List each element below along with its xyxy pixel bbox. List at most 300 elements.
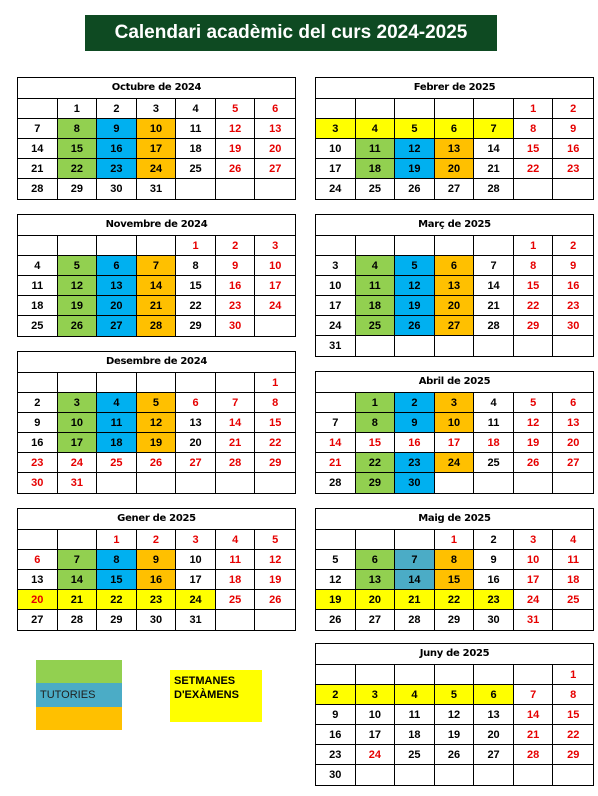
day-cell: 16 xyxy=(216,276,256,296)
empty-cell xyxy=(255,179,295,199)
day-cell: 27 xyxy=(18,610,58,630)
day-cell: 10 xyxy=(316,276,356,296)
day-cell: 1 xyxy=(514,99,554,119)
empty-cell xyxy=(474,236,514,256)
day-cell: 18 xyxy=(395,725,435,745)
day-cell: 21 xyxy=(316,453,356,473)
day-cell: 22 xyxy=(356,453,396,473)
day-cell: 8 xyxy=(356,413,396,433)
day-cell: 31 xyxy=(514,610,554,630)
empty-cell xyxy=(176,179,216,199)
day-cell: 15 xyxy=(176,276,216,296)
day-cell: 25 xyxy=(356,316,396,336)
empty-cell xyxy=(255,316,295,336)
day-cell: 4 xyxy=(395,685,435,705)
day-cell: 31 xyxy=(137,179,177,199)
day-cell: 19 xyxy=(395,159,435,179)
month-grid xyxy=(18,373,295,493)
day-cell: 2 xyxy=(18,393,58,413)
day-cell: 13 xyxy=(255,119,295,139)
day-cell: 9 xyxy=(474,550,514,570)
day-cell: 2 xyxy=(137,530,177,550)
day-cell: 22 xyxy=(97,590,137,610)
day-cell: 14 xyxy=(474,276,514,296)
day-cell: 14 xyxy=(137,276,177,296)
month-maig xyxy=(315,508,594,631)
day-cell: 11 xyxy=(97,413,137,433)
day-cell: 13 xyxy=(176,413,216,433)
day-cell: 12 xyxy=(514,413,554,433)
day-cell: 19 xyxy=(255,570,295,590)
day-cell: 6 xyxy=(97,256,137,276)
empty-cell xyxy=(435,665,475,685)
day-cell: 11 xyxy=(356,276,396,296)
day-cell: 28 xyxy=(216,453,256,473)
day-cell: 12 xyxy=(316,570,356,590)
day-cell: 7 xyxy=(216,393,256,413)
day-cell: 5 xyxy=(58,256,98,276)
empty-cell xyxy=(474,99,514,119)
empty-cell xyxy=(137,473,177,493)
day-cell: 13 xyxy=(97,276,137,296)
day-cell: 4 xyxy=(553,530,593,550)
day-cell: 27 xyxy=(255,159,295,179)
day-cell: 21 xyxy=(474,296,514,316)
empty-cell xyxy=(395,665,435,685)
day-cell: 24 xyxy=(58,453,98,473)
day-cell: 1 xyxy=(356,393,396,413)
empty-cell xyxy=(58,530,98,550)
day-cell: 14 xyxy=(18,139,58,159)
day-cell: 15 xyxy=(97,570,137,590)
day-cell: 3 xyxy=(58,393,98,413)
day-cell: 10 xyxy=(58,413,98,433)
day-cell: 24 xyxy=(255,296,295,316)
day-cell: 2 xyxy=(553,236,593,256)
empty-cell xyxy=(395,99,435,119)
empty-cell xyxy=(176,473,216,493)
day-cell: 15 xyxy=(514,276,554,296)
day-cell: 23 xyxy=(97,159,137,179)
day-cell: 10 xyxy=(435,413,475,433)
day-cell: 26 xyxy=(216,159,256,179)
day-cell: 22 xyxy=(514,296,554,316)
month-desembre xyxy=(17,351,296,494)
day-cell: 27 xyxy=(435,316,475,336)
day-cell: 6 xyxy=(553,393,593,413)
day-cell: 16 xyxy=(553,276,593,296)
day-cell: 15 xyxy=(58,139,98,159)
day-cell: 11 xyxy=(176,119,216,139)
day-cell: 8 xyxy=(553,685,593,705)
day-cell: 20 xyxy=(97,296,137,316)
day-cell: 21 xyxy=(18,159,58,179)
day-cell: 2 xyxy=(553,99,593,119)
legend-tutories-label: TUTORIES xyxy=(36,683,122,707)
day-cell: 27 xyxy=(176,453,216,473)
month-title: Novembre de 2024 xyxy=(18,215,295,236)
day-cell: 18 xyxy=(474,433,514,453)
empty-cell xyxy=(553,179,593,199)
day-cell: 8 xyxy=(176,256,216,276)
day-cell: 8 xyxy=(435,550,475,570)
day-cell: 21 xyxy=(58,590,98,610)
empty-cell xyxy=(395,336,435,356)
day-cell: 15 xyxy=(435,570,475,590)
legend-tutories xyxy=(36,660,122,730)
day-cell: 6 xyxy=(435,119,475,139)
day-cell: 28 xyxy=(18,179,58,199)
day-cell: 13 xyxy=(435,139,475,159)
day-cell: 22 xyxy=(553,725,593,745)
day-cell: 9 xyxy=(553,119,593,139)
day-cell: 1 xyxy=(514,236,554,256)
day-cell: 18 xyxy=(356,159,396,179)
day-cell: 17 xyxy=(176,570,216,590)
day-cell: 29 xyxy=(97,610,137,630)
day-cell: 29 xyxy=(514,316,554,336)
month-title: Gener de 2025 xyxy=(18,509,295,530)
day-cell: 21 xyxy=(137,296,177,316)
day-cell: 3 xyxy=(356,685,396,705)
empty-cell xyxy=(58,373,98,393)
day-cell: 2 xyxy=(97,99,137,119)
empty-cell xyxy=(18,236,58,256)
day-cell: 5 xyxy=(395,119,435,139)
empty-cell xyxy=(474,473,514,493)
legend-orange-swatch xyxy=(36,707,122,730)
day-cell: 28 xyxy=(137,316,177,336)
day-cell: 29 xyxy=(58,179,98,199)
day-cell: 6 xyxy=(18,550,58,570)
day-cell: 18 xyxy=(176,139,216,159)
day-cell: 27 xyxy=(97,316,137,336)
empty-cell xyxy=(316,393,356,413)
day-cell: 3 xyxy=(514,530,554,550)
day-cell: 22 xyxy=(435,590,475,610)
empty-cell xyxy=(58,236,98,256)
day-cell: 31 xyxy=(316,336,356,356)
day-cell: 11 xyxy=(395,705,435,725)
day-cell: 5 xyxy=(255,530,295,550)
day-cell: 5 xyxy=(216,99,256,119)
day-cell: 25 xyxy=(97,453,137,473)
month-title: Juny de 2025 xyxy=(316,644,593,665)
empty-cell xyxy=(97,373,137,393)
day-cell: 5 xyxy=(137,393,177,413)
day-cell: 16 xyxy=(316,725,356,745)
day-cell: 30 xyxy=(18,473,58,493)
day-cell: 25 xyxy=(18,316,58,336)
day-cell: 30 xyxy=(137,610,177,630)
month-grid xyxy=(316,393,593,493)
day-cell: 9 xyxy=(553,256,593,276)
day-cell: 4 xyxy=(474,393,514,413)
month-grid xyxy=(316,236,593,356)
empty-cell xyxy=(514,336,554,356)
empty-cell xyxy=(435,473,475,493)
day-cell: 11 xyxy=(553,550,593,570)
day-cell: 23 xyxy=(18,453,58,473)
day-cell: 16 xyxy=(553,139,593,159)
day-cell: 31 xyxy=(58,473,98,493)
day-cell: 26 xyxy=(514,453,554,473)
month-title: Febrer de 2025 xyxy=(316,78,593,99)
day-cell: 13 xyxy=(18,570,58,590)
day-cell: 12 xyxy=(137,413,177,433)
empty-cell xyxy=(216,473,256,493)
day-cell: 30 xyxy=(97,179,137,199)
day-cell: 18 xyxy=(356,296,396,316)
day-cell: 9 xyxy=(97,119,137,139)
day-cell: 8 xyxy=(58,119,98,139)
day-cell: 8 xyxy=(514,256,554,276)
day-cell: 10 xyxy=(255,256,295,276)
day-cell: 30 xyxy=(395,473,435,493)
empty-cell xyxy=(255,473,295,493)
day-cell: 3 xyxy=(316,256,356,276)
day-cell: 3 xyxy=(255,236,295,256)
day-cell: 28 xyxy=(395,610,435,630)
day-cell: 26 xyxy=(435,745,475,765)
day-cell: 14 xyxy=(316,433,356,453)
day-cell: 4 xyxy=(97,393,137,413)
day-cell: 22 xyxy=(514,159,554,179)
day-cell: 9 xyxy=(137,550,177,570)
day-cell: 23 xyxy=(137,590,177,610)
legend-exams: SETMANES D'EXÀMENS xyxy=(170,670,262,722)
month-grid xyxy=(18,530,295,630)
day-cell: 17 xyxy=(316,296,356,316)
day-cell: 19 xyxy=(395,296,435,316)
day-cell: 14 xyxy=(514,705,554,725)
empty-cell xyxy=(316,99,356,119)
day-cell: 6 xyxy=(356,550,396,570)
empty-cell xyxy=(97,236,137,256)
day-cell: 15 xyxy=(514,139,554,159)
empty-cell xyxy=(356,530,396,550)
day-cell: 3 xyxy=(176,530,216,550)
empty-cell xyxy=(356,236,396,256)
day-cell: 7 xyxy=(58,550,98,570)
month-title: Octubre de 2024 xyxy=(18,78,295,99)
month-abril xyxy=(315,371,594,494)
month-grid xyxy=(316,99,593,199)
day-cell: 7 xyxy=(395,550,435,570)
day-cell: 13 xyxy=(474,705,514,725)
day-cell: 15 xyxy=(553,705,593,725)
day-cell: 27 xyxy=(474,745,514,765)
day-cell: 28 xyxy=(58,610,98,630)
day-cell: 11 xyxy=(356,139,396,159)
day-cell: 25 xyxy=(474,453,514,473)
day-cell: 8 xyxy=(255,393,295,413)
day-cell: 2 xyxy=(316,685,356,705)
empty-cell xyxy=(176,373,216,393)
month-octubre xyxy=(17,77,296,200)
empty-cell xyxy=(514,179,554,199)
day-cell: 26 xyxy=(316,610,356,630)
day-cell: 27 xyxy=(356,610,396,630)
day-cell: 17 xyxy=(255,276,295,296)
day-cell: 1 xyxy=(176,236,216,256)
day-cell: 4 xyxy=(356,119,396,139)
day-cell: 19 xyxy=(137,433,177,453)
empty-cell xyxy=(514,665,554,685)
day-cell: 17 xyxy=(58,433,98,453)
empty-cell xyxy=(18,373,58,393)
day-cell: 27 xyxy=(553,453,593,473)
day-cell: 25 xyxy=(356,179,396,199)
month-title: Maig de 2025 xyxy=(316,509,593,530)
day-cell: 13 xyxy=(435,276,475,296)
day-cell: 15 xyxy=(255,413,295,433)
empty-cell xyxy=(216,179,256,199)
day-cell: 25 xyxy=(395,745,435,765)
day-cell: 29 xyxy=(176,316,216,336)
day-cell: 11 xyxy=(216,550,256,570)
day-cell: 16 xyxy=(97,139,137,159)
day-cell: 4 xyxy=(18,256,58,276)
empty-cell xyxy=(395,765,435,785)
day-cell: 20 xyxy=(435,159,475,179)
day-cell: 2 xyxy=(395,393,435,413)
day-cell: 9 xyxy=(18,413,58,433)
day-cell: 12 xyxy=(395,139,435,159)
empty-cell xyxy=(18,530,58,550)
day-cell: 22 xyxy=(176,296,216,316)
day-cell: 19 xyxy=(58,296,98,316)
page-title: Calendari acadèmic del curs 2024-2025 xyxy=(85,15,497,51)
day-cell: 24 xyxy=(316,316,356,336)
month-gener xyxy=(17,508,296,631)
month-title: Març de 2025 xyxy=(316,215,593,236)
day-cell: 4 xyxy=(216,530,256,550)
day-cell: 26 xyxy=(395,179,435,199)
month-febrer xyxy=(315,77,594,200)
empty-cell xyxy=(255,610,295,630)
day-cell: 8 xyxy=(514,119,554,139)
day-cell: 17 xyxy=(356,725,396,745)
day-cell: 8 xyxy=(97,550,137,570)
day-cell: 10 xyxy=(137,119,177,139)
empty-cell xyxy=(137,373,177,393)
empty-cell xyxy=(356,665,396,685)
day-cell: 28 xyxy=(474,179,514,199)
empty-cell xyxy=(216,610,256,630)
day-cell: 25 xyxy=(216,590,256,610)
day-cell: 17 xyxy=(435,433,475,453)
day-cell: 10 xyxy=(356,705,396,725)
day-cell: 22 xyxy=(58,159,98,179)
day-cell: 18 xyxy=(18,296,58,316)
day-cell: 2 xyxy=(474,530,514,550)
day-cell: 16 xyxy=(395,433,435,453)
day-cell: 29 xyxy=(553,745,593,765)
day-cell: 20 xyxy=(18,590,58,610)
day-cell: 23 xyxy=(395,453,435,473)
day-cell: 19 xyxy=(514,433,554,453)
day-cell: 23 xyxy=(553,296,593,316)
day-cell: 12 xyxy=(395,276,435,296)
empty-cell xyxy=(435,236,475,256)
day-cell: 28 xyxy=(316,473,356,493)
day-cell: 7 xyxy=(474,119,514,139)
day-cell: 12 xyxy=(435,705,475,725)
day-cell: 31 xyxy=(176,610,216,630)
day-cell: 24 xyxy=(356,745,396,765)
day-cell: 1 xyxy=(553,665,593,685)
empty-cell xyxy=(356,336,396,356)
empty-cell xyxy=(356,765,396,785)
day-cell: 30 xyxy=(316,765,356,785)
legend-green-swatch xyxy=(36,660,122,683)
day-cell: 1 xyxy=(255,373,295,393)
empty-cell xyxy=(18,99,58,119)
day-cell: 14 xyxy=(395,570,435,590)
empty-cell xyxy=(316,236,356,256)
empty-cell xyxy=(553,473,593,493)
day-cell: 7 xyxy=(18,119,58,139)
day-cell: 16 xyxy=(474,570,514,590)
day-cell: 4 xyxy=(356,256,396,276)
day-cell: 16 xyxy=(18,433,58,453)
day-cell: 7 xyxy=(137,256,177,276)
day-cell: 5 xyxy=(514,393,554,413)
empty-cell xyxy=(474,765,514,785)
day-cell: 29 xyxy=(255,453,295,473)
day-cell: 20 xyxy=(474,725,514,745)
day-cell: 17 xyxy=(316,159,356,179)
day-cell: 23 xyxy=(316,745,356,765)
day-cell: 11 xyxy=(18,276,58,296)
month-title: Desembre de 2024 xyxy=(18,352,295,373)
day-cell: 7 xyxy=(316,413,356,433)
day-cell: 14 xyxy=(474,139,514,159)
day-cell: 10 xyxy=(176,550,216,570)
day-cell: 26 xyxy=(255,590,295,610)
day-cell: 17 xyxy=(137,139,177,159)
month-grid xyxy=(316,530,593,630)
day-cell: 21 xyxy=(474,159,514,179)
day-cell: 11 xyxy=(474,413,514,433)
day-cell: 3 xyxy=(435,393,475,413)
day-cell: 9 xyxy=(216,256,256,276)
empty-cell xyxy=(216,373,256,393)
empty-cell xyxy=(553,336,593,356)
day-cell: 30 xyxy=(216,316,256,336)
empty-cell xyxy=(514,473,554,493)
empty-cell xyxy=(316,530,356,550)
day-cell: 14 xyxy=(216,413,256,433)
day-cell: 19 xyxy=(435,725,475,745)
day-cell: 13 xyxy=(356,570,396,590)
day-cell: 28 xyxy=(514,745,554,765)
day-cell: 24 xyxy=(435,453,475,473)
day-cell: 24 xyxy=(176,590,216,610)
day-cell: 30 xyxy=(474,610,514,630)
month-grid xyxy=(18,99,295,199)
month-juny xyxy=(315,643,594,786)
day-cell: 7 xyxy=(474,256,514,276)
day-cell: 9 xyxy=(316,705,356,725)
day-cell: 1 xyxy=(58,99,98,119)
day-cell: 12 xyxy=(216,119,256,139)
day-cell: 25 xyxy=(553,590,593,610)
day-cell: 6 xyxy=(255,99,295,119)
day-cell: 14 xyxy=(58,570,98,590)
day-cell: 30 xyxy=(553,316,593,336)
